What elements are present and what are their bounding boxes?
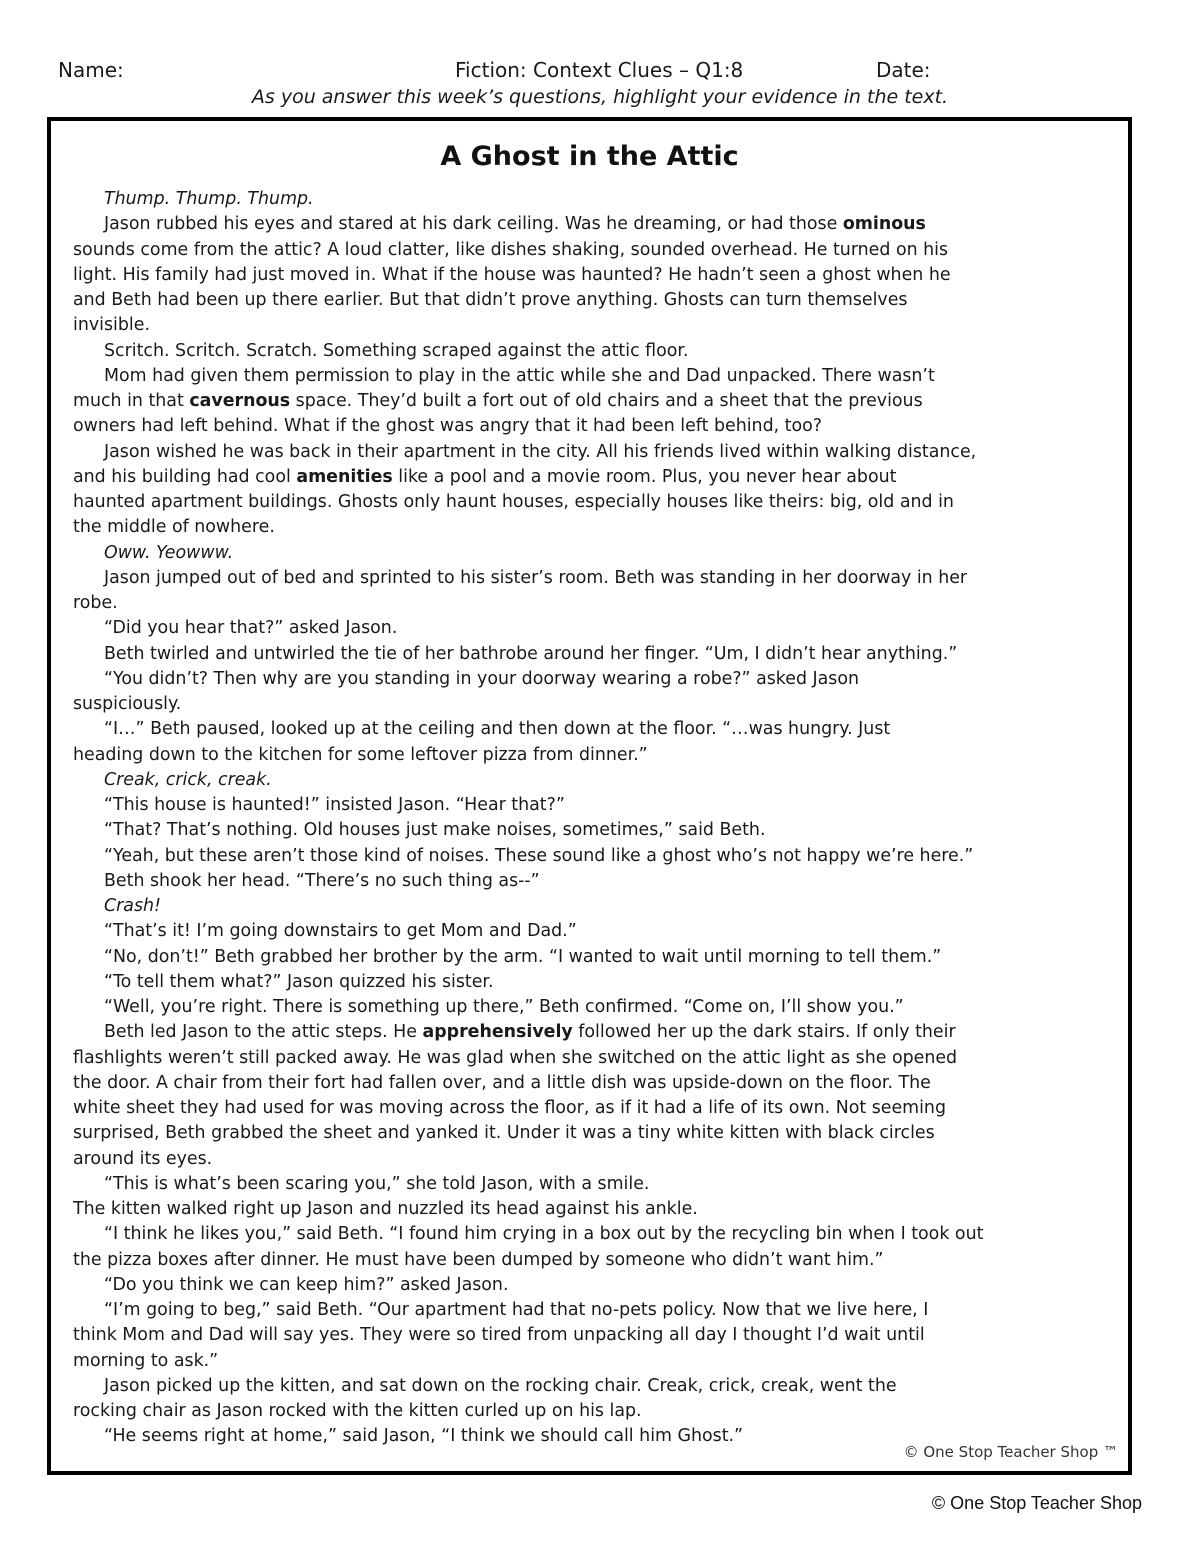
- story-line: [73, 339, 1123, 364]
- story-line: [73, 1020, 1123, 1045]
- story-text-segment: “No, don’t!” Beth grabbed her brother by the arm. “I wanted to wait until morning to tell them.”: [104, 946, 942, 967]
- story-text-segment: Beth twirled and untwirled the tie of her bathrobe around her finger. “Um, I didn’t hear anything.”: [104, 643, 958, 664]
- story-text-segment: “To tell them what?” Jason quizzed his sister.: [104, 971, 494, 992]
- story-line: [73, 263, 1123, 288]
- sound-effect-text: Thump. Thump. Thump.: [104, 189, 314, 209]
- story-line: [73, 818, 1123, 843]
- story-line: [73, 1323, 1123, 1348]
- story-line: [73, 1071, 1123, 1096]
- vocab-word: amenities: [296, 466, 393, 487]
- name-label: Name:: [58, 58, 124, 82]
- story-text-segment: space. They’d built a fort out of old chairs and a sheet that the previous: [290, 391, 923, 411]
- story-line: [73, 212, 1123, 237]
- story-text-segment: sounds come from the attic? A loud clatter, like dishes shaking, sounded overhead. He turned on his: [73, 239, 949, 260]
- story-line: [73, 869, 1123, 894]
- story-line: [73, 1273, 1123, 1298]
- story-text-segment: Jason rubbed his eyes and stared at his dark ceiling. Was he dreaming, or had those: [104, 214, 843, 235]
- story-text-segment: around its eyes.: [73, 1148, 213, 1169]
- story-line: [73, 490, 1123, 515]
- story-line: [73, 743, 1123, 768]
- story-text-segment: “That? That’s nothing. Old houses just make noises, sometimes,” said Beth.: [104, 820, 766, 841]
- story-text-segment: followed her up the dark stairs. If only their: [572, 1022, 956, 1043]
- sound-effect-text: Creak, crick, creak.: [104, 769, 272, 790]
- story-text-segment: “Do you think we can keep him?” asked Jason.: [104, 1274, 509, 1295]
- story-text-segment: “I think he likes you,” said Beth. “I found him crying in a box out by the recycling bin when I took out: [104, 1224, 984, 1245]
- story-line: [73, 1046, 1123, 1071]
- story-text-segment: rocking chair as Jason rocked with the kitten curled up on his lap.: [73, 1401, 642, 1421]
- story-text-segment: like a pool and a movie room. Plus, you never hear about: [392, 466, 897, 487]
- sound-effect-text: Crash!: [104, 896, 162, 916]
- story-line: [73, 768, 1123, 793]
- story-line: [73, 717, 1123, 742]
- story-line: [73, 970, 1123, 995]
- story-line: [73, 591, 1123, 616]
- story-text-segment: much in that: [73, 391, 190, 411]
- frame-copyright: © One Stop Teacher Shop ™: [903, 1443, 1118, 1461]
- story-line: [73, 616, 1123, 641]
- date-label: Date:: [876, 58, 931, 82]
- story-line: [73, 1248, 1123, 1273]
- story-line: [73, 667, 1123, 692]
- vocab-word: apprehensively: [422, 1022, 573, 1043]
- story-text-segment: “You didn’t? Then why are you standing in your doorway wearing a robe?” asked Jason: [104, 668, 860, 689]
- story-text-segment: robe.: [73, 593, 118, 613]
- story-text-segment: “This is what’s been scaring you,” she told Jason, with a smile.: [104, 1173, 650, 1194]
- story-line: [73, 1121, 1123, 1146]
- story-text-segment: and Beth had been up there earlier. But that didn’t prove anything. Ghosts can turn themselves: [73, 290, 908, 310]
- story-line: [73, 945, 1123, 970]
- story-text-segment: The kitten walked right up Jason and nuzzled its head against his ankle.: [73, 1199, 698, 1219]
- story-text-segment: Beth shook her head. “There’s no such thing as--”: [104, 870, 540, 891]
- story-line: [73, 1399, 1123, 1424]
- story-text: [73, 187, 1123, 1450]
- story-text-segment: Jason picked up the kitten, and sat down on the rocking chair. Creak, crick, creak, went the: [104, 1375, 897, 1396]
- story-line: [73, 187, 1123, 212]
- story-text-segment: “That’s it! I’m going downstairs to get Mom and Dad.”: [104, 921, 577, 942]
- story-title: A Ghost in the Attic: [440, 141, 739, 172]
- story-line: [73, 642, 1123, 667]
- story-line: [73, 541, 1123, 566]
- story-line: [73, 1298, 1123, 1323]
- story-line: [73, 692, 1123, 717]
- story-text-segment: the door. A chair from their fort had fallen over, and a little dish was upside-down on the floor. The: [73, 1072, 931, 1093]
- story-line: [73, 465, 1123, 490]
- story-line: [73, 313, 1123, 338]
- story-text-segment: haunted apartment buildings. Ghosts only haunt houses, especially houses like theirs: big, old and in: [73, 492, 954, 512]
- vocab-word: ominous: [842, 214, 926, 235]
- story-text-segment: surprised, Beth grabbed the sheet and yanked it. Under it was a tiny white kitten with black circles: [73, 1123, 935, 1144]
- story-line: [73, 389, 1123, 414]
- instructions: As you answer this week’s questions, highlight your evidence in the text.: [251, 86, 949, 108]
- story-text-segment: “I’m going to beg,” said Beth. “Our apartment had that no-pets policy. Now that we live here, I: [104, 1300, 929, 1320]
- story-text-segment: morning to ask.”: [73, 1350, 219, 1371]
- sound-effect-text: Oww. Yeowww.: [104, 542, 234, 563]
- story-text-segment: Scritch. Scritch. Scratch. Something scraped against the attic floor.: [104, 340, 689, 361]
- story-text-segment: Beth led Jason to the attic steps. He: [104, 1022, 423, 1043]
- worksheet-header: [0, 58, 1200, 88]
- vocab-word: cavernous: [189, 391, 291, 411]
- story-line: [73, 440, 1123, 465]
- story-text-segment: “Yeah, but these aren’t those kind of noises. These sound like a ghost who’s not happy we’re here.”: [104, 845, 974, 866]
- story-text-segment: Jason jumped out of bed and sprinted to his sister’s room. Beth was standing in her doorway in her: [104, 567, 968, 588]
- story-line: [73, 414, 1123, 439]
- story-text-segment: and his building had cool: [73, 466, 297, 487]
- story-text-segment: light. His family had just moved in. What if the house was haunted? He hadn’t seen a ghost when he: [73, 264, 951, 285]
- story-text-segment: “This house is haunted!” insisted Jason. “Hear that?”: [104, 795, 565, 815]
- story-text-segment: “Well, you’re right. There is something up there,” Beth confirmed. “Come on, I’ll show you.”: [104, 997, 904, 1017]
- story-line: [73, 919, 1123, 944]
- story-text-segment: Mom had given them permission to play in the attic while she and Dad unpacked. There wasn’t: [104, 365, 935, 386]
- story-line: [73, 1096, 1123, 1121]
- story-text-segment: Jason wished he was back in their apartment in the city. All his friends lived within walking distance,: [104, 441, 977, 462]
- story-text-segment: “He seems right at home,” said Jason, “I think we should call him Ghost.”: [104, 1426, 744, 1447]
- story-line: [73, 793, 1123, 818]
- story-line: [73, 1222, 1123, 1247]
- story-text-segment: the pizza boxes after dinner. He must have been dumped by someone who didn’t want him.”: [73, 1249, 884, 1270]
- story-line: [73, 364, 1123, 389]
- story-line: [73, 1374, 1123, 1399]
- story-line: [73, 1349, 1123, 1374]
- story-line: [73, 288, 1123, 313]
- story-text-segment: “Did you hear that?” asked Jason.: [104, 618, 398, 639]
- worksheet-title: Fiction: Context Clues – Q1:8: [455, 58, 744, 82]
- story-line: [73, 238, 1123, 263]
- story-text-segment: heading down to the kitchen for some leftover pizza from dinner.”: [73, 744, 648, 765]
- story-line: [73, 995, 1123, 1020]
- story-line: [73, 1147, 1123, 1172]
- page-copyright: © One Stop Teacher Shop: [931, 1493, 1142, 1513]
- story-text-segment: flashlights weren’t still packed away. He was glad when she switched on the attic light as she opened: [73, 1047, 958, 1068]
- story-text-segment: think Mom and Dad will say yes. They were so tired from unpacking all day I thought I’d wait until: [73, 1325, 925, 1346]
- story-line: [73, 894, 1123, 919]
- story-text-segment: the middle of nowhere.: [73, 517, 275, 538]
- story-text-segment: suspiciously.: [73, 694, 182, 714]
- story-text-segment: white sheet they had used for was moving across the floor, as if it had a life of its own. Not seeming: [73, 1098, 946, 1118]
- story-line: [73, 1197, 1123, 1222]
- story-line: [73, 1172, 1123, 1197]
- story-line: [73, 844, 1123, 869]
- story-frame: [47, 117, 1132, 1475]
- story-line: [73, 515, 1123, 540]
- story-text-segment: owners had left behind. What if the ghost was angry that it had been left behind, too?: [73, 416, 822, 437]
- story-line: [73, 566, 1123, 591]
- story-text-segment: invisible.: [73, 315, 150, 336]
- story-text-segment: “I…” Beth paused, looked up at the ceiling and then down at the floor. “…was hungry. Just: [104, 719, 891, 740]
